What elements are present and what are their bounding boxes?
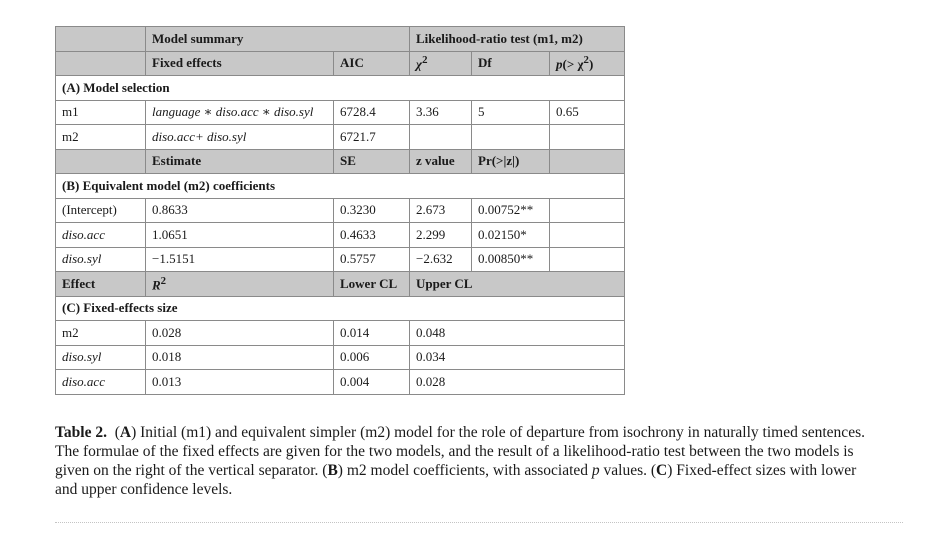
formula-cell: diso.acc+ diso.syl bbox=[146, 125, 334, 150]
r2-cell: 0.028 bbox=[146, 321, 334, 346]
chi2-cell bbox=[410, 125, 472, 150]
p-cell: 0.65 bbox=[550, 100, 625, 125]
row-label: diso.syl bbox=[56, 345, 146, 370]
caption-label: Table 2. bbox=[55, 424, 107, 441]
caption-text-3: values. ( bbox=[599, 462, 657, 479]
estimate-cell: −1.5151 bbox=[146, 247, 334, 272]
upper-cl-cell: 0.048 bbox=[410, 321, 625, 346]
row-label: diso.acc bbox=[56, 370, 146, 395]
estimate-cell: 1.0651 bbox=[146, 223, 334, 248]
df-cell: 5 bbox=[472, 100, 550, 125]
section-a-title: (A) Model selection bbox=[56, 76, 625, 101]
caption-p-italic: p bbox=[591, 462, 600, 479]
table-row bbox=[56, 370, 625, 395]
header-estimate: Estimate bbox=[146, 149, 334, 174]
empty-cell bbox=[550, 198, 625, 223]
header-se: SE bbox=[334, 149, 410, 174]
r2-cell: 0.018 bbox=[146, 345, 334, 370]
section-c-row bbox=[56, 296, 625, 321]
aic-cell: 6721.7 bbox=[334, 125, 410, 150]
chi2-cell: 3.36 bbox=[410, 100, 472, 125]
r2-cell: 0.013 bbox=[146, 370, 334, 395]
lower-cl-cell: 0.014 bbox=[334, 321, 410, 346]
se-cell: 0.5757 bbox=[334, 247, 410, 272]
table-row bbox=[56, 247, 625, 272]
table-row bbox=[56, 125, 625, 150]
row-label: m1 bbox=[56, 100, 146, 125]
row-label: m2 bbox=[56, 321, 146, 346]
header-chi2 bbox=[410, 51, 472, 76]
chi2-superscript: 2 bbox=[422, 54, 428, 67]
p-superscript: 2 bbox=[583, 54, 589, 67]
df-cell bbox=[472, 125, 550, 150]
header-df: Df bbox=[472, 51, 550, 76]
section-c-title: (C) Fixed-effects size bbox=[56, 296, 625, 321]
header-r2 bbox=[146, 272, 334, 297]
row-label: (Intercept) bbox=[56, 198, 146, 223]
r2-superscript: 2 bbox=[160, 274, 167, 287]
se-cell: 0.4633 bbox=[334, 223, 410, 248]
upper-cl-cell: 0.028 bbox=[410, 370, 625, 395]
header-effect: Effect bbox=[56, 272, 146, 297]
header-empty-cell bbox=[56, 149, 146, 174]
formula-cell: language ∗ diso.acc ∗ diso.syl bbox=[146, 100, 334, 125]
table-row bbox=[56, 223, 625, 248]
header-z-value: z value bbox=[410, 149, 472, 174]
estimate-cell: 0.8633 bbox=[146, 198, 334, 223]
row-label: diso.syl bbox=[56, 247, 146, 272]
table-caption: Table 2. (A) Initial (m1) and equivalent simpler (m2) model for the role of departure from isochrony in naturally timed sentences. The formulae of the fixed effects are given for the two models, and the result of a likelihood-ratio test between the two models is given on the right of the vertical separator. (B) m2 model coefficients, with associated p values. (C) Fixed-effect sizes with lower and upper confidence levels. bbox=[55, 424, 865, 498]
lower-cl-cell: 0.006 bbox=[334, 345, 410, 370]
section-b-row bbox=[56, 174, 625, 199]
section-a-row bbox=[56, 76, 625, 101]
pr-cell: 0.00752** bbox=[472, 198, 550, 223]
caption-text-1: ) Initial (m1) and equivalent simpler (m2) model for the role of departure from isochrony in naturally timed sentences. The formulae of the fixed effects are given for the two models, and the result of a likelihood-ratio test between the two models is given on the right of the vertical separator. ( bbox=[55, 424, 865, 479]
lower-cl-cell: 0.004 bbox=[334, 370, 410, 395]
header-empty-cell bbox=[550, 149, 625, 174]
header-lower-cl: Lower CL bbox=[334, 272, 410, 297]
section-b-title: (B) Equivalent model (m2) coefficients bbox=[56, 174, 625, 199]
header-empty-cell bbox=[56, 27, 146, 52]
header-lrt: Likelihood-ratio test (m1, m2) bbox=[410, 27, 625, 52]
aic-cell: 6728.4 bbox=[334, 100, 410, 125]
caption-b-label: B bbox=[327, 462, 338, 479]
se-cell: 0.3230 bbox=[334, 198, 410, 223]
p-close: ) bbox=[588, 56, 594, 72]
caption-text-2: ) m2 model coefficients, with associated bbox=[337, 462, 592, 479]
empty-cell bbox=[550, 247, 625, 272]
header-model-summary: Model summary bbox=[146, 27, 410, 52]
header-row-2 bbox=[56, 51, 625, 76]
table-row bbox=[56, 198, 625, 223]
table-row bbox=[56, 321, 625, 346]
dotted-separator bbox=[55, 522, 903, 523]
header-empty-cell bbox=[56, 51, 146, 76]
caption-text-4: ) Fixed-effect sizes with lower and upper confidence levels. bbox=[55, 462, 857, 498]
header-pr: Pr(>|z|) bbox=[472, 149, 550, 174]
r2-symbol: R bbox=[152, 276, 161, 292]
header-upper-cl: Upper CL bbox=[410, 272, 625, 297]
z-cell: −2.632 bbox=[410, 247, 472, 272]
header-row-1 bbox=[56, 27, 625, 52]
results-table bbox=[55, 26, 625, 395]
p-rest: (> χ bbox=[562, 56, 584, 72]
z-cell: 2.673 bbox=[410, 198, 472, 223]
p-cell bbox=[550, 125, 625, 150]
table-row bbox=[56, 345, 625, 370]
header-fixed-effects: Fixed effects bbox=[146, 51, 334, 76]
chi2-symbol: χ bbox=[416, 56, 423, 72]
z-cell: 2.299 bbox=[410, 223, 472, 248]
row-label: diso.acc bbox=[56, 223, 146, 248]
p-symbol: p bbox=[556, 56, 563, 72]
row-label: m2 bbox=[56, 125, 146, 150]
pr-cell: 0.02150* bbox=[472, 223, 550, 248]
table-row bbox=[56, 100, 625, 125]
pr-cell: 0.00850** bbox=[472, 247, 550, 272]
header-row-b bbox=[56, 149, 625, 174]
caption-c-label: C bbox=[656, 462, 668, 479]
caption-a-label: A bbox=[119, 424, 132, 441]
empty-cell bbox=[550, 223, 625, 248]
upper-cl-cell: 0.034 bbox=[410, 345, 625, 370]
header-row-c bbox=[56, 272, 625, 297]
header-p-chi2 bbox=[550, 51, 625, 76]
header-aic: AIC bbox=[334, 51, 410, 76]
